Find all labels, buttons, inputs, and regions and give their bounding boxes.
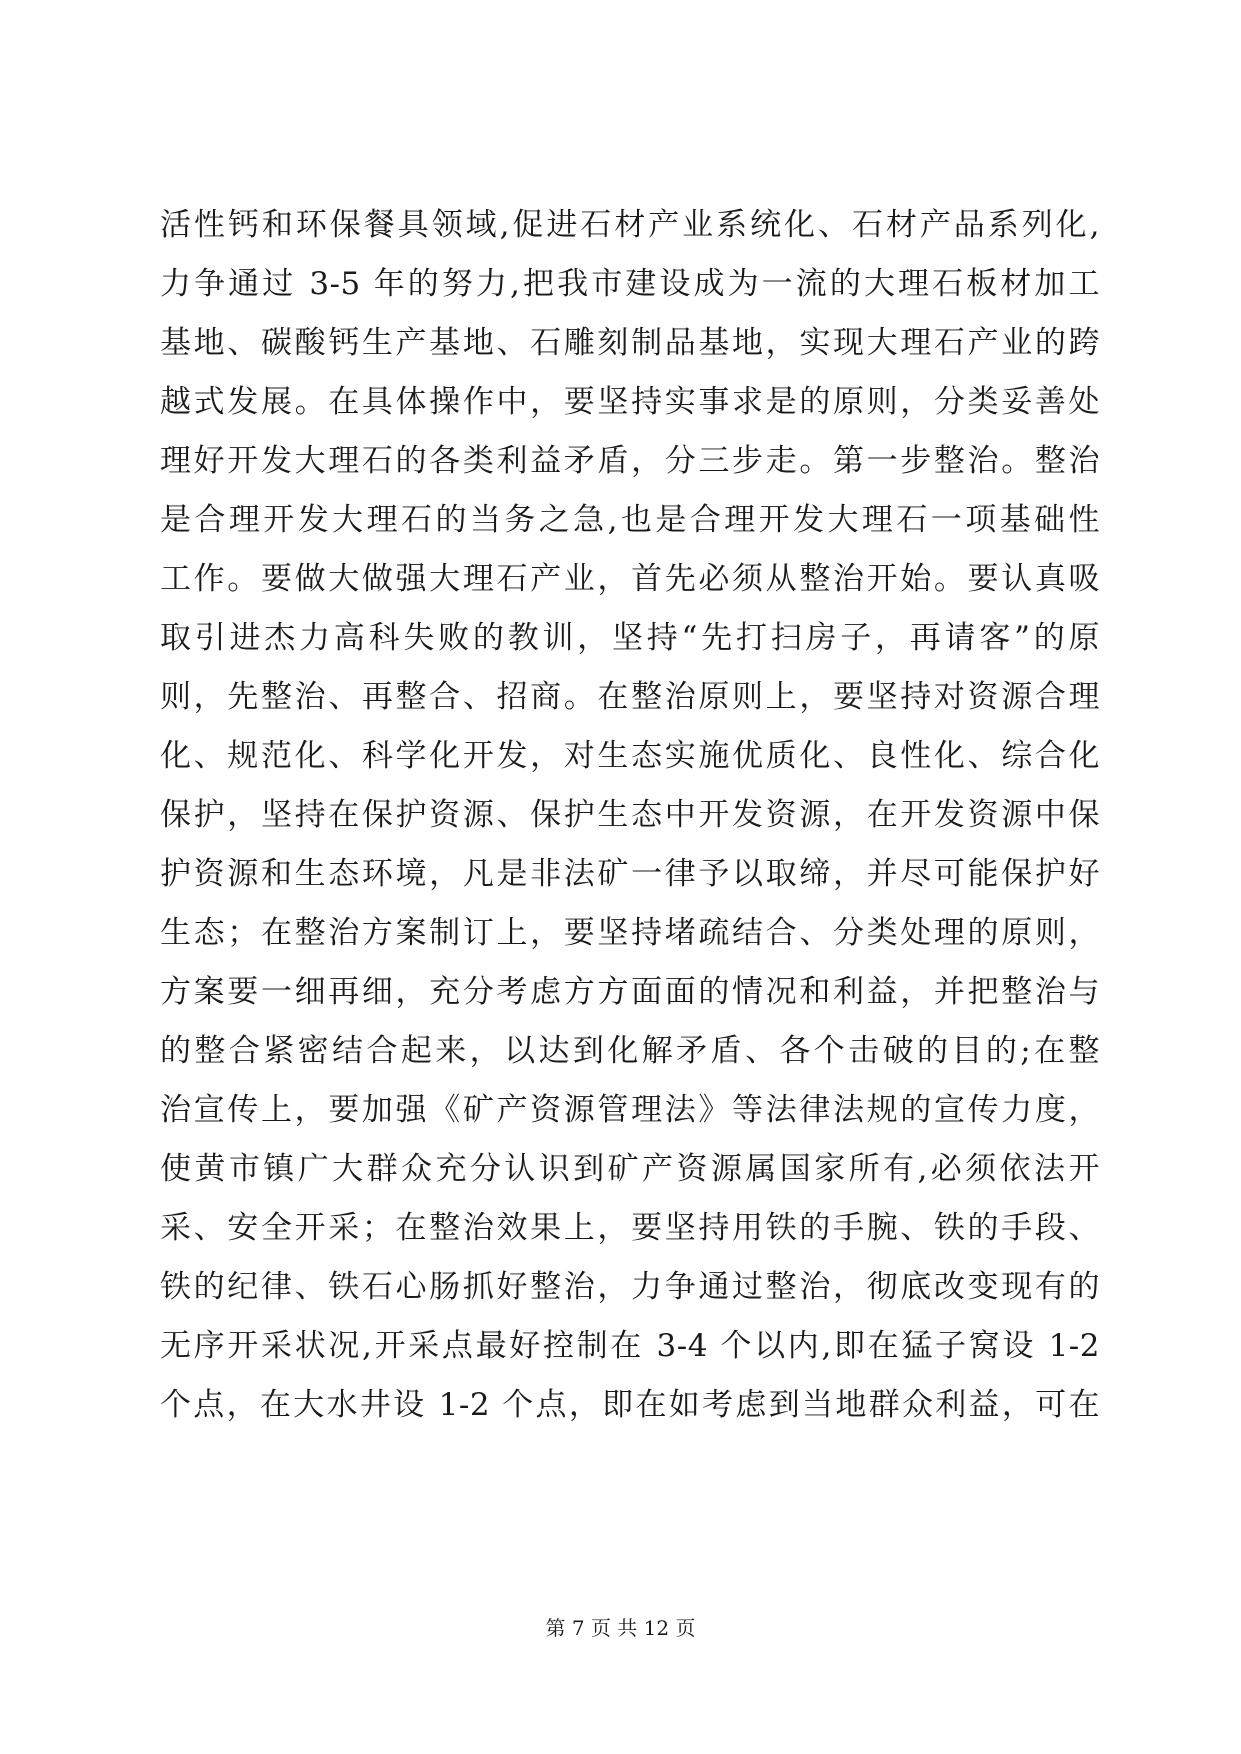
text-line: 化、规范化、科学化开发，对生态实施优质化、良性化、综合化: [160, 738, 1100, 774]
text-line: 的整合紧密结合起来，以达到化解矛盾、各个击破的目的;在整: [160, 1033, 1100, 1069]
body-text: [160, 196, 1100, 1435]
text-line: 理好开发大理石的各类利益矛盾，分三步走。第一步整治。整治: [160, 443, 1100, 479]
text-line: 越式发展。在具体操作中，要坚持实事求是的原则，分类妥善处: [160, 384, 1100, 420]
text-line: 是合理开发大理石的当务之急,也是合理开发大理石一项基础性: [160, 502, 1100, 538]
text-line: 铁的纪律、铁石心肠抓好整治，力争通过整治，彻底改变现有的: [160, 1269, 1100, 1305]
text-line: 保护，坚持在保护资源、保护生态中开发资源，在开发资源中保: [160, 797, 1100, 833]
text-line: 工作。要做大做强大理石产业，首先必须从整治开始。要认真吸: [160, 561, 1100, 597]
text-line: 则，先整治、再整合、招商。在整治原则上，要坚持对资源合理: [160, 679, 1100, 715]
text-line: 基地、碳酸钙生产基地、石雕刻制品基地，实现大理石产业的跨: [160, 325, 1100, 361]
text-line: 力争通过 3-5 年的努力,把我市建设成为一流的大理石板材加工: [160, 266, 1100, 302]
text-line: 治宣传上，要加强《矿产资源管理法》等法律法规的宣传力度，: [160, 1092, 1100, 1128]
text-line: 个点，在大水井设 1-2 个点，即在如考虑到当地群众利益，可在: [160, 1387, 1100, 1423]
text-line: 无序开采状况,开采点最好控制在 3-4 个以内,即在猛子窝设 1-2: [160, 1328, 1100, 1364]
text-line: 方案要一细再细，充分考虑方方面面的情况和利益，并把整治与: [160, 974, 1100, 1010]
text-line: 护资源和生态环境，凡是非法矿一律予以取缔，并尽可能保护好: [160, 856, 1100, 892]
text-line: 活性钙和环保餐具领域,促进石材产业系统化、石材产品系列化,: [160, 207, 1100, 243]
text-line: 生态；在整治方案制订上，要坚持堵疏结合、分类处理的原则，: [160, 915, 1100, 951]
text-line: 采、安全开采；在整治效果上，要坚持用铁的手腕、铁的手段、: [160, 1210, 1100, 1246]
page-number-footer: 第 7 页 共 12 页: [545, 1616, 696, 1640]
text-line: 使黄市镇广大群众充分认识到矿产资源属国家所有,必须依法开: [160, 1151, 1100, 1187]
text-line: 取引进杰力高科失败的教训，坚持“先打扫房子，再请客”的原: [160, 620, 1100, 656]
